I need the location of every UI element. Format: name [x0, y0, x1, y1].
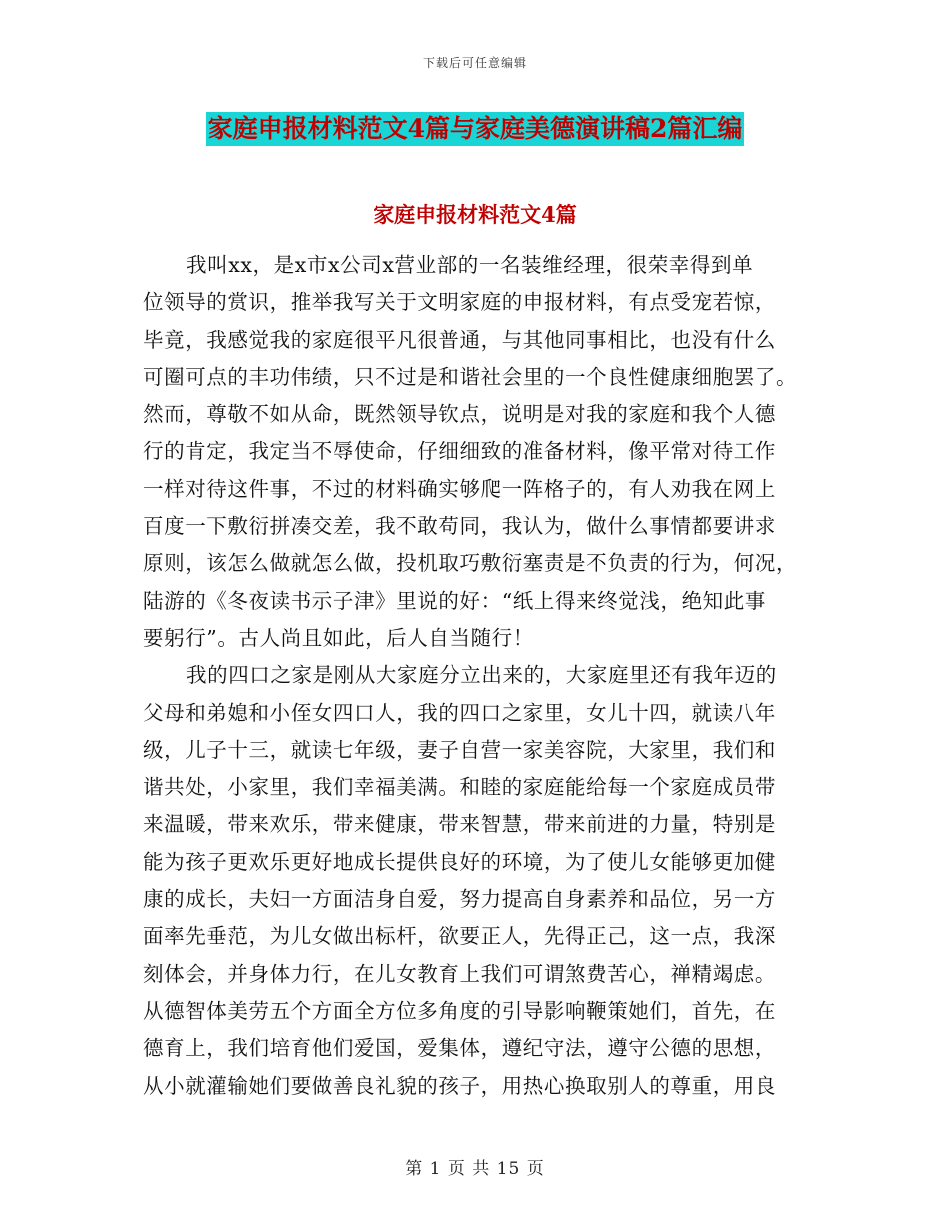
paragraph-line: 要躬行”。古人尚且如此，后人自当随行！ — [143, 625, 534, 650]
body-text — [143, 247, 813, 1105]
paragraph-line: 父母和弟媳和小侄女四口人，我的四口之家里，女儿十四，就读八年 — [143, 700, 776, 725]
document-title: 家庭申报材料范文4篇与家庭美德演讲稿2篇汇编 — [206, 112, 745, 146]
paragraph-line: 刻体会，并身体力行，在儿女教育上我们可谓煞费苦心，禅精竭虑。 — [143, 961, 776, 986]
paragraph-line: 原则，该怎么做就怎么做，投机取巧敷衍塞责是不负责的行为，何况， — [143, 551, 798, 576]
paragraph-line: 来温暖，带来欢乐，带来健康，带来智慧，带来前进的力量，特别是 — [143, 812, 776, 837]
paragraph-line: 毕竟，我感觉我的家庭很平凡很普通，与其他同事相比，也没有什么 — [143, 327, 776, 352]
paragraph-line: 行的肯定，我定当不辱使命，仔细细致的准备材料，像平常对待工作 — [143, 439, 776, 464]
paragraph-line: 位领导的赏识，推举我写关于文明家庭的申报材料，有点受宠若惊， — [143, 290, 776, 315]
paragraph-line: 一样对待这件事，不过的材料确实够爬一阵格子的，有人劝我在网上 — [143, 476, 776, 501]
section-title: 家庭申报材料范文4篇 — [373, 202, 577, 227]
paragraph-line: 能为孩子更欢乐更好地成长提供良好的环境，为了使儿女能够更加健 — [143, 849, 776, 874]
paragraph-line: 我的四口之家是刚从大家庭分立出来的，大家庭里还有我年迈的 — [186, 663, 777, 688]
paragraph-line: 级，儿子十三，就读七年级，妻子自营一家美容院，大家里，我们和 — [143, 737, 776, 762]
title-container — [0, 112, 950, 146]
paragraph-line: 然而，尊敬不如从命，既然领导钦点，说明是对我的家庭和我个人德 — [143, 402, 776, 427]
paragraph-line: 我叫xx，是x市x公司x营业部的一名装维经理，很荣幸得到单 — [186, 253, 754, 277]
paragraph-line: 可圈可点的丰功伟绩，只不过是和谐社会里的一个良性健康细胞罢了。 — [143, 364, 798, 389]
paragraph-line: 德育上，我们培育他们爱国，爱集体，遵纪守法，遵守公德的思想， — [143, 1036, 776, 1061]
paragraph-line: 从小就灌输她们要做善良礼貌的孩子，用热心换取别人的尊重，用良 — [143, 1073, 776, 1098]
paragraph-line: 谐共处，小家里，我们幸福美满。和睦的家庭能给每一个家庭成员带 — [143, 775, 776, 800]
paragraph-line: 康的成长，夫妇一方面洁身自爱，努力提高自身素养和品位，另一方 — [143, 887, 776, 912]
paragraph-line: 面率先垂范，为儿女做出标杆，欲要正人，先得正己，这一点，我深 — [143, 924, 776, 949]
page-footer: 第 1 页 共 15 页 — [405, 1159, 545, 1179]
header-note: 下载后可任意编辑 — [422, 56, 527, 70]
paragraph-line: 从德智体美劳五个方面全方位多角度的引导影响鞭策她们，首先，在 — [143, 998, 776, 1023]
paragraph-line: 陆游的《冬夜读书示子津》里说的好：“纸上得来终觉浅，绝知此事 — [143, 588, 766, 613]
paragraph-line: 百度一下敷衍拼凑交差，我不敢苟同，我认为，做什么事情都要讲求 — [143, 514, 776, 539]
